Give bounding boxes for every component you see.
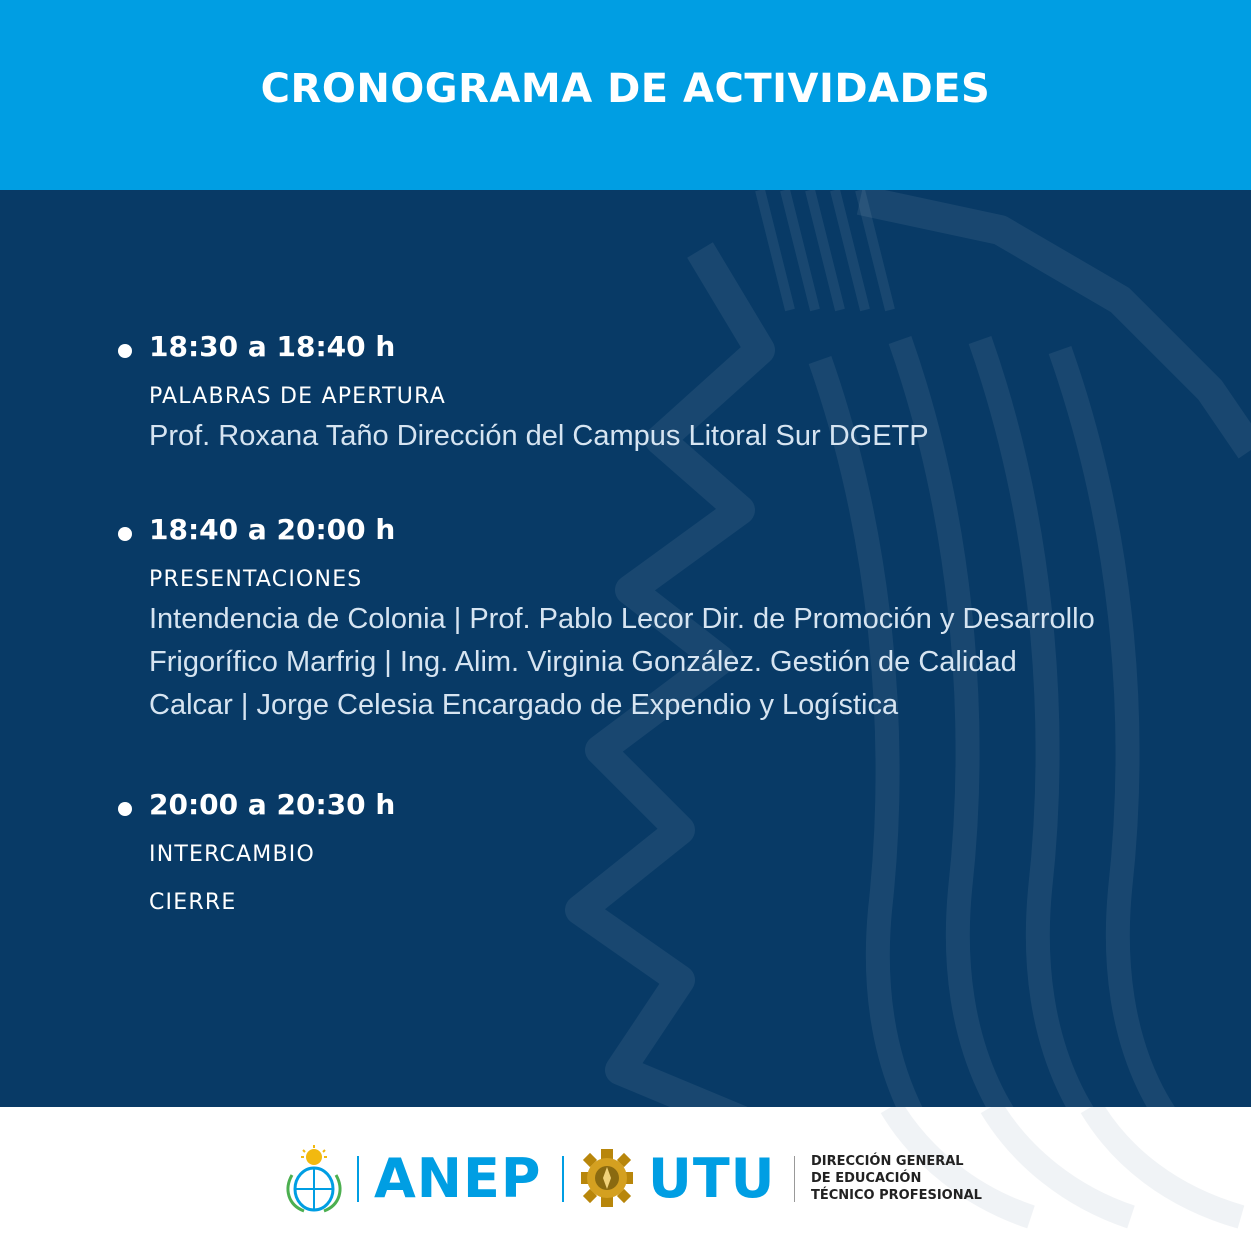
agenda-detail: Calcar | Jorge Celesia Encargado de Expendio y Logística (149, 689, 899, 721)
agenda-item (118, 330, 1218, 460)
institution-logos (284, 1141, 1004, 1221)
page-title: CRONOGRAMA DE ACTIVIDADES (260, 66, 991, 112)
dgetp-wordmark: DIRECCIÓN GENERAL DE EDUCACIÓN TÉCNICO PROFESIONAL (811, 1154, 982, 1203)
header-banner (0, 0, 1251, 190)
logo-separator (562, 1156, 564, 1202)
agenda-time: 20:00 a 20:30 h (149, 788, 396, 821)
agenda-detail: Frigorífico Marfrig | Ing. Alim. Virginia González. Gestión de Calidad (149, 646, 1017, 678)
uruguay-coat-of-arms-icon (284, 1145, 344, 1213)
agenda-label: INTERCAMBIO (149, 842, 315, 867)
agenda-label: PRESENTACIONES (149, 567, 363, 592)
logo-separator (794, 1156, 795, 1202)
agenda-time: 18:40 a 20:00 h (149, 513, 396, 546)
bullet-icon (118, 802, 132, 816)
agenda-time: 18:30 a 18:40 h (149, 330, 396, 363)
agenda-detail: Prof. Roxana Taño Dirección del Campus Litoral Sur DGETP (149, 420, 929, 452)
footer-logos-bar (0, 1107, 1251, 1251)
agenda-label: CIERRE (149, 890, 237, 915)
utu-logo: UTU (648, 1147, 776, 1210)
schedule-panel (0, 190, 1251, 1107)
agenda-detail: Intendencia de Colonia | Prof. Pablo Lecor Dir. de Promoción y Desarrollo (149, 603, 1095, 635)
logo-separator (357, 1156, 359, 1202)
agenda-item (118, 788, 1218, 918)
anep-logo: ANEP (374, 1147, 542, 1210)
utu-gear-emblem-icon (579, 1147, 635, 1209)
bullet-icon (118, 344, 132, 358)
bullet-icon (118, 527, 132, 541)
agenda-item (118, 513, 1218, 733)
agenda-label: PALABRAS DE APERTURA (149, 384, 446, 409)
